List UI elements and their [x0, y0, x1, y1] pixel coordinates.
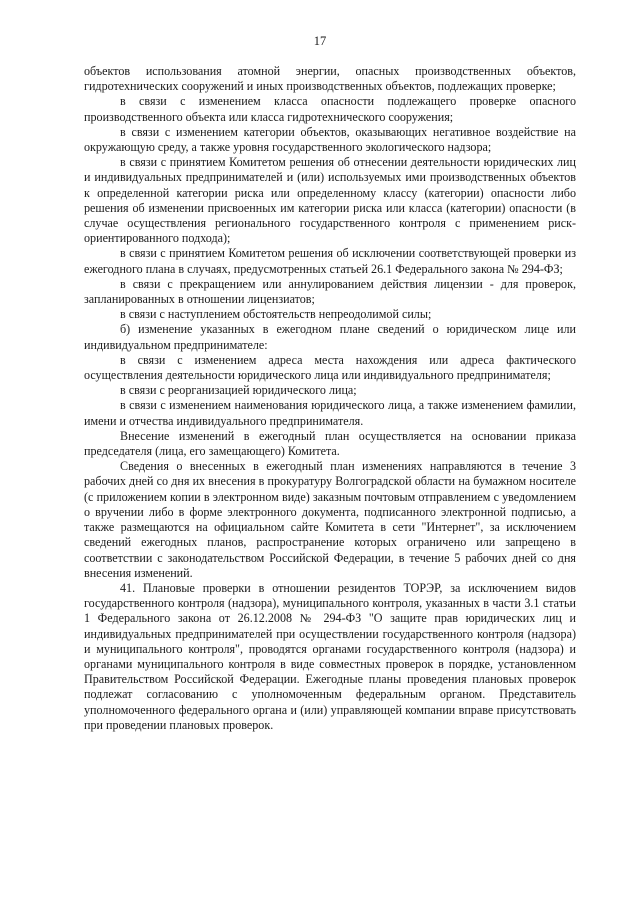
- paragraph: в связи с изменением наименования юридического лица, а также изменением фамилии, имени и отчества индивидуального предпринимателя.: [84, 398, 576, 428]
- paragraph: в связи с наступлением обстоятельств непреодолимой силы;: [120, 307, 432, 322]
- paragraph: Внесение изменений в ежегодный план осуществляется на основании приказа председателя (лица, его замещающего) Комитета.: [84, 428, 576, 459]
- paragraph: в связи с прекращением или аннулированием действия лицензии - для проверок, запланированных в отношении лицензиатов;: [84, 276, 576, 307]
- paragraph: в связи с принятием Комитетом решения об отнесении деятельности юридических лиц и индивидуальных предпринимателей и (или) используемых ими производственных объектов к определенной категории риска или определенному классу (категории) опасности либо решения об изменении присвоенных им категории риска или класса (категории) опасности (в случае осуществления регионального государственного контроля с применением риск-ориентированного подхода);: [84, 155, 576, 246]
- paragraph: Сведения о внесенных в ежегодный план изменениях направляются в течение 3 рабочих дней со дня их внесения в прокуратуру Волгоградской области на бумажном носителе (с приложением копии в электронном виде) заказным почтовым отправлением с уведомлением о вручении либо в форме электронного документа, подписанного электронной подписью, а также размещаются на официальном сайте Комитета в сети "Интернет", за исключением сведений ежегодных планов, распространение которых ограничено или запрещено в соответствии с законодательством Российской Федерации, в течение 5 рабочих дней со дня внесения изменений.: [84, 459, 576, 580]
- paragraph: объектов использования атомной энергии, опасных производственных объектов, гидротехнических сооружений и иных производственных объектов, подлежащих проверке;: [84, 64, 576, 94]
- paragraph: в связи с изменением адреса места нахождения или адреса фактического осуществления деятельности юридического лица или индивидуального предпринимателя;: [84, 352, 576, 383]
- paragraph: в связи с изменением класса опасности подлежащего проверке опасного производственного объекта или класса гидротехнического сооружения;: [84, 94, 576, 124]
- paragraph: в связи с изменением категории объектов, оказывающих негативное воздействие на окружающую среду, а также уровня государственного экологического надзора;: [84, 124, 576, 155]
- document-body: [84, 64, 576, 733]
- paragraph: в связи с реорганизацией юридического лица;: [120, 383, 357, 398]
- paragraph: в связи с принятием Комитетом решения об исключении соответствующей проверки из ежегодного плана в случаях, предусмотренных статьей 26.1 Федерального закона № 294-ФЗ;: [84, 246, 576, 276]
- paragraph: 41. Плановые проверки в отношении резидентов ТОРЭР, за исключением видов государственного контроля (надзора), муниципального контроля, указанных в части 3.1 статьи 1 Федерального закона от 26.12.2008 № 294-ФЗ "О защите прав юридических лиц и индивидуальных предпринимателей при осуществлении государственного контроля (надзора) и муниципального контроля", проводятся органами государственного контроля (надзора) и органами муниципального контроля в виде совместных проверок в порядке, установленном Правительством Российской Федерации. Ежегодные планы проведения плановых проверок подлежат согласованию с уполномоченным федеральным органом. Представитель уполномоченного федерального органа и (или) управляющей компании вправе присутствовать при проведении плановых проверок.: [84, 580, 576, 732]
- paragraph: б) изменение указанных в ежегодном плане сведений о юридическом лице или индивидуальном предпринимателе:: [84, 322, 576, 352]
- page-number: 17: [313, 34, 327, 48]
